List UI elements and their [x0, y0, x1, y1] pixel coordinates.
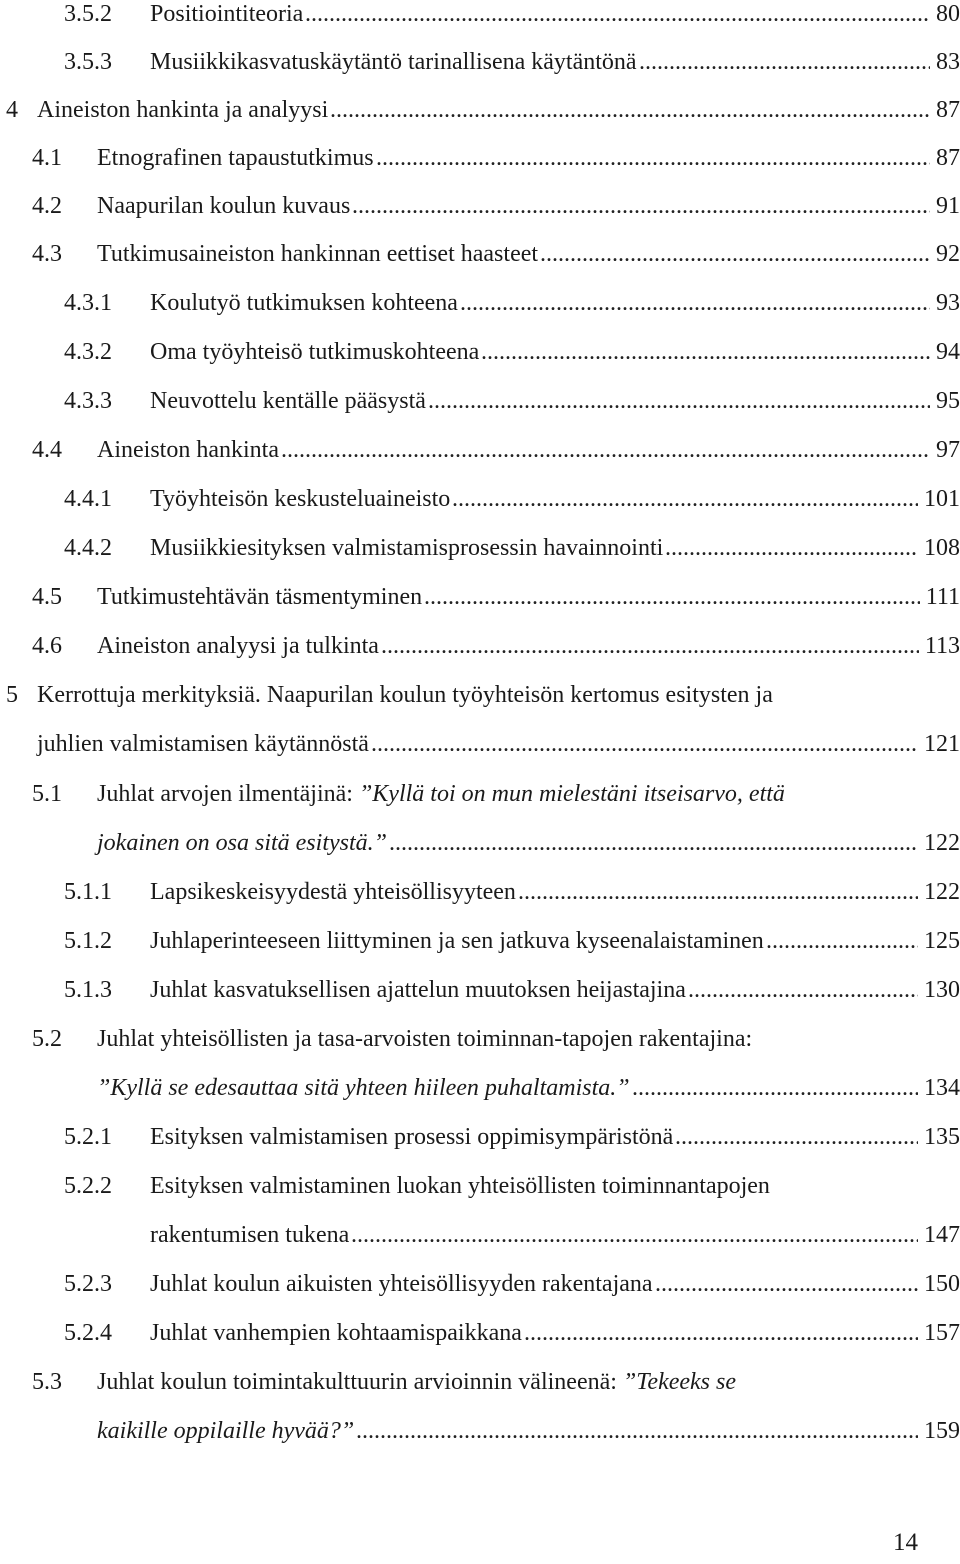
toc-entry-title-text: Lapsikeskeisyydestä yhteisöllisyyteen — [150, 879, 516, 905]
toc-entry-page: 147 — [920, 1213, 960, 1257]
toc-entry — [0, 1066, 960, 1110]
toc-entry — [0, 281, 960, 325]
toc-entry-number: 5.2.4 — [64, 1320, 112, 1346]
toc-entry-page: 122 — [920, 821, 960, 865]
toc-entry-title — [97, 428, 279, 472]
toc-entry — [0, 1311, 960, 1355]
toc-entry-title-text: juhlien valmistamisen käytännöstä — [37, 731, 369, 757]
toc-entry-title-text: rakentumisen tukena — [150, 1222, 350, 1248]
toc-entry-title — [150, 477, 450, 521]
toc-entry-title — [97, 136, 374, 180]
toc-entry-page: 94 — [932, 330, 960, 374]
toc-entry-title — [150, 330, 479, 374]
toc-dot-leader — [639, 40, 930, 84]
toc-entry-title — [97, 575, 422, 619]
toc-dot-leader — [675, 1115, 918, 1159]
toc-entry — [0, 0, 960, 36]
toc-entry — [0, 1360, 960, 1404]
toc-entry-number: 5.2.2 — [64, 1173, 112, 1199]
toc-entry-number: 3.5.3 — [64, 49, 112, 75]
toc-dot-leader — [389, 821, 918, 865]
toc-dot-leader — [766, 919, 918, 963]
toc-entry-title — [150, 1213, 349, 1257]
toc-entry — [0, 1115, 960, 1159]
toc-entry-title-text: Juhlat kasvatuksellisen ajattelun muutoksen heijastajina — [150, 977, 686, 1003]
toc-entry-number: 3.5.2 — [64, 1, 112, 27]
toc-entry-title-text: ”Tekeeks se — [622, 1369, 737, 1395]
page-number: 14 — [893, 1529, 918, 1556]
toc-entry-page: 122 — [920, 870, 960, 914]
toc-entry-number: 4.4.1 — [64, 486, 112, 512]
toc-entry-title-text: Juhlat koulun toimintakulttuurin arvioinnin välineenä: — [97, 1369, 623, 1395]
toc-entry-title — [150, 1164, 770, 1208]
toc-entry-number: 5.1.1 — [64, 879, 112, 905]
toc-dot-leader — [632, 1066, 918, 1110]
toc-entry-number: 4.5 — [32, 584, 62, 610]
toc-entry — [0, 1017, 960, 1061]
toc-entry-number: 5.1.3 — [64, 977, 112, 1003]
toc-dot-leader — [540, 232, 930, 276]
toc-entry — [0, 1213, 960, 1257]
toc-entry-number: 5.2.1 — [64, 1124, 112, 1150]
toc-dot-leader — [460, 281, 930, 325]
toc-entry-number: 4.4 — [32, 437, 62, 463]
toc-entry — [0, 184, 960, 228]
toc-entry-page: 111 — [922, 575, 960, 619]
toc-entry-title — [97, 1066, 630, 1110]
toc-entry-title — [37, 88, 328, 132]
toc-entry-number: 5 — [6, 682, 18, 708]
toc-dot-leader — [356, 1409, 918, 1453]
toc-entry-page: 157 — [920, 1311, 960, 1355]
toc-entry-title — [150, 281, 458, 325]
toc-entry-title-text: ”Kyllä se edesauttaa sitä yhteen hiileen puhaltamista.” — [97, 1075, 630, 1101]
toc-entry — [0, 870, 960, 914]
toc-dot-leader — [305, 0, 930, 36]
toc-entry-title-text: Musiikkikasvatuskäytäntö tarinallisena käytäntönä — [150, 49, 637, 75]
toc-entry-number: 5.2.3 — [64, 1271, 112, 1297]
toc-entry-title — [37, 722, 369, 766]
toc-entry-title-text: Etnografinen tapaustutkimus — [97, 145, 374, 171]
toc-entry-number: 4.3.2 — [64, 339, 112, 365]
toc-entry-title — [150, 870, 516, 914]
toc-entry-title — [150, 379, 426, 423]
toc-entry-page: 80 — [932, 0, 960, 36]
toc-entry-title-text: Koulutyö tutkimuksen kohteena — [150, 290, 458, 316]
toc-entry-title-text: kaikille oppilaille hyvää?” — [97, 1418, 355, 1444]
toc-entry-title — [150, 968, 686, 1012]
toc-entry — [0, 772, 960, 816]
toc-dot-leader — [352, 184, 930, 228]
toc-entry-title-text: Aineiston analyysi ja tulkinta — [97, 633, 379, 659]
toc-entry-title-text: Juhlat vanhempien kohtaamispaikkana — [150, 1320, 522, 1346]
toc-dot-leader — [688, 968, 918, 1012]
toc-entry-number: 4.3.3 — [64, 388, 112, 414]
toc-entry-title — [97, 1409, 354, 1453]
toc-entry-title-text: Juhlaperinteeseen liittyminen ja sen jatkuva kyseenalaistaminen — [150, 928, 764, 954]
toc-entry — [0, 40, 960, 84]
toc-entry-title — [97, 232, 538, 276]
toc-entry-number: 5.3 — [32, 1369, 62, 1395]
toc-entry-title — [150, 919, 764, 963]
toc-dot-leader — [655, 1262, 918, 1306]
toc-entry-page: 113 — [921, 624, 960, 668]
toc-dot-leader — [518, 870, 918, 914]
toc-entry-title-text: Esityksen valmistaminen luokan yhteisöllisten toiminnantapojen — [150, 1173, 770, 1199]
toc-dot-leader — [381, 624, 919, 668]
toc-entry-title-text: jokainen on osa sitä esitystä.” — [97, 830, 387, 856]
toc-dot-leader — [524, 1311, 918, 1355]
toc-entry-title-text: Tutkimusaineiston hankinnan eettiset haasteet — [97, 241, 539, 267]
toc-entry — [0, 232, 960, 276]
toc-entry-page: 87 — [932, 88, 960, 132]
toc-entry-page: 135 — [920, 1115, 960, 1159]
toc-entry — [0, 88, 960, 132]
toc-entry-number: 5.2 — [32, 1026, 62, 1052]
toc-entry-title — [37, 673, 773, 717]
toc-entry-page: 159 — [920, 1409, 960, 1453]
toc-entry-title — [150, 526, 663, 570]
toc-entry-page: 95 — [932, 379, 960, 423]
toc-entry-title-text: Juhlat koulun aikuisten yhteisöllisyyden rakentajana — [150, 1271, 653, 1297]
toc-entry — [0, 136, 960, 180]
toc-entry-title — [97, 821, 387, 865]
toc-entry — [0, 919, 960, 963]
toc-entry-page: 150 — [920, 1262, 960, 1306]
toc-entry-title-text: Juhlat yhteisöllisten ja tasa-arvoisten toiminnan-tapojen rakentajina: — [97, 1026, 753, 1052]
toc-entry-title-text: Musiikkiesityksen valmistamisprosessin havainnointi — [150, 535, 664, 561]
toc-entry-number: 4.3 — [32, 241, 62, 267]
toc-entry-title-text: Esityksen valmistamisen prosessi oppimisympäristönä — [150, 1124, 674, 1150]
toc-entry-title-text: Kerrottuja merkityksiä. Naapurilan koulun työyhteisön kertomus esitysten ja — [37, 682, 773, 708]
toc-dot-leader — [281, 428, 930, 472]
toc-entry — [0, 821, 960, 865]
toc-entry-page: 130 — [920, 968, 960, 1012]
toc-entry — [0, 1262, 960, 1306]
toc-dot-leader — [665, 526, 918, 570]
toc-entry-page: 108 — [920, 526, 960, 570]
toc-entry-page: 121 — [920, 722, 960, 766]
toc-entry — [0, 722, 960, 766]
toc-entry-number: 5.1 — [32, 781, 62, 807]
toc-entry — [0, 575, 960, 619]
toc-entry-title — [97, 772, 785, 816]
toc-dot-leader — [452, 477, 918, 521]
toc-entry — [0, 673, 960, 717]
toc-entry-title-text: Aineiston hankinta — [97, 437, 279, 463]
toc-dot-leader — [330, 88, 930, 132]
toc-entry-title — [150, 40, 637, 84]
toc-entry-title — [97, 1360, 736, 1404]
toc-entry-title-text: Positiointiteoria — [150, 1, 304, 27]
toc-entry-title-text: Oma työyhteisö tutkimuskohteena — [150, 339, 480, 365]
toc-entry — [0, 477, 960, 521]
toc-entry — [0, 330, 960, 374]
toc-entry-title-text: Naapurilan koulun kuvaus — [97, 193, 351, 219]
toc-entry-page: 93 — [932, 281, 960, 325]
toc-entry-number: 5.1.2 — [64, 928, 112, 954]
toc-entry-title — [97, 184, 350, 228]
toc-entry-title — [97, 1017, 752, 1061]
toc-entry-page: 91 — [932, 184, 960, 228]
toc-dot-leader — [481, 330, 930, 374]
toc-entry — [0, 379, 960, 423]
toc-dot-leader — [428, 379, 930, 423]
toc-entry-title-text: Työyhteisön keskusteluaineisto — [150, 486, 451, 512]
toc-dot-leader — [351, 1213, 918, 1257]
toc-entry-title — [150, 1262, 653, 1306]
toc-entry-page: 125 — [920, 919, 960, 963]
toc-entry — [0, 1164, 960, 1208]
toc-entry-page: 92 — [932, 232, 960, 276]
toc-entry-page: 83 — [932, 40, 960, 84]
toc-entry — [0, 968, 960, 1012]
toc-entry — [0, 428, 960, 472]
toc-dot-leader — [424, 575, 920, 619]
toc-entry-title — [97, 624, 379, 668]
toc-entry-title — [150, 0, 303, 36]
toc-entry-page: 101 — [920, 477, 960, 521]
toc-entry-page: 97 — [932, 428, 960, 472]
toc-dot-leader — [376, 136, 930, 180]
toc-entry-number: 4.6 — [32, 633, 62, 659]
toc-entry-number: 4.4.2 — [64, 535, 112, 561]
toc-entry-title-text: ”Kyllä toi on mun mielestäni itseisarvo, että — [358, 781, 785, 807]
toc-entry-title-text: Neuvottelu kentälle pääsystä — [150, 388, 426, 414]
toc-entry-page: 134 — [920, 1066, 960, 1110]
toc-entry-title-text: Aineiston hankinta ja analyysi — [37, 97, 329, 123]
toc-entry-title-text: Juhlat arvojen ilmentäjinä: — [97, 781, 359, 807]
toc-entry-page: 87 — [932, 136, 960, 180]
toc-entry-title — [150, 1115, 673, 1159]
toc-entry-number: 4 — [6, 97, 18, 123]
toc-entry-number: 4.1 — [32, 145, 62, 171]
toc-entry — [0, 1409, 960, 1453]
toc-entry-title-text: Tutkimustehtävän täsmentyminen — [97, 584, 423, 610]
toc-dot-leader — [371, 722, 918, 766]
toc-entry — [0, 624, 960, 668]
toc-entry-number: 4.2 — [32, 193, 62, 219]
toc-entry-title — [150, 1311, 522, 1355]
toc-entry — [0, 526, 960, 570]
toc-entry-number: 4.3.1 — [64, 290, 112, 316]
